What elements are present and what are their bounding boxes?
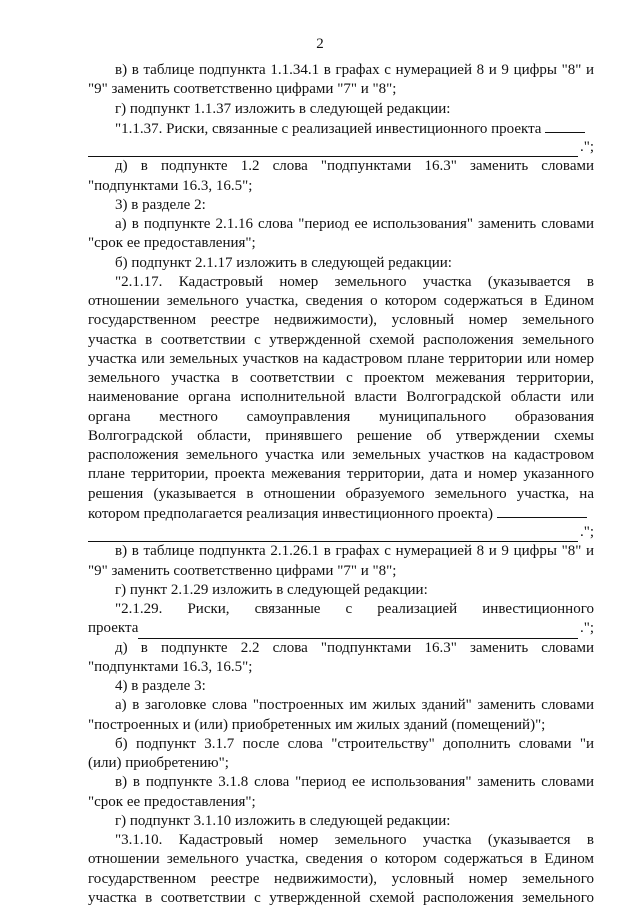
line-text: "построенных и (или) приобретенных им жилых зданий (помещений)"; (88, 716, 546, 733)
text-line (88, 80, 594, 99)
line-text: "2.1.29. Риски, связанные с реализацией инвестиционного (115, 601, 594, 617)
line-suffix: ."; (579, 524, 594, 540)
line-text: государственном реестре недвижимости), условный номер земельного (88, 870, 594, 887)
blank-rule (88, 143, 578, 157)
line-text: (или) приобретению"; (88, 755, 229, 771)
line-text: "подпунктами 16.3, 16.5"; (88, 658, 253, 675)
line-text: органа местного самоуправления муниципального образования (88, 408, 594, 425)
text-line (88, 311, 594, 330)
text-line (88, 61, 594, 80)
text-line (88, 485, 594, 504)
text-line (88, 773, 594, 792)
text-line (88, 754, 594, 773)
text-line (88, 350, 594, 369)
line-text: земельного участка в соответствии с проектом межевания территории, (88, 370, 594, 386)
line-text: отношении земельного участка, сведения о котором содержаться в Едином (88, 293, 594, 309)
text-line (88, 870, 594, 889)
text-line (88, 157, 594, 176)
blank-rule (88, 528, 578, 542)
line-text: государственном реестре недвижимости), условный номер земельного (88, 312, 594, 329)
text-line (88, 254, 594, 273)
text-line (88, 408, 594, 427)
line-text: участка в соответствии с утвержденной схемой расположения земельного (88, 889, 594, 906)
text-line (88, 292, 594, 311)
line-text: отношении земельного участка, сведения о котором содержаться в Едином (88, 851, 594, 868)
line-text: "срок ее предоставления"; (88, 793, 256, 810)
page-number: 2 (316, 36, 324, 52)
text-line (88, 619, 594, 638)
line-text: 3) в разделе 2: (115, 196, 206, 213)
text-line (88, 658, 594, 677)
line-text: 4) в разделе 3: (115, 678, 206, 694)
text-line (88, 831, 594, 850)
line-suffix: ."; (579, 620, 594, 637)
line-text: б) подпункт 2.1.17 изложить в следующей редакции: (115, 254, 452, 271)
document-body (88, 61, 594, 908)
text-line (88, 196, 594, 215)
blank-rule (497, 504, 587, 518)
text-line (88, 273, 594, 292)
text-line (88, 581, 594, 600)
line-text: "подпунктами 16.3, 16.5"; (88, 177, 253, 194)
line-text: "1.1.37. Риски, связанные с реализацией инвестиционного проекта (115, 120, 542, 137)
text-line (88, 465, 594, 484)
blank-rule (138, 625, 578, 639)
text-line (88, 542, 594, 561)
text-line (88, 234, 594, 253)
text-line (88, 331, 594, 350)
text-line (88, 600, 594, 619)
text-line (88, 793, 594, 812)
line-text: участка или земельных участков на кадастровом плане территории или номер (88, 350, 594, 367)
text-line (88, 696, 594, 715)
line-text: решения (указывается в отношении образуемого земельного участка, на (88, 485, 594, 502)
line-text: "9" заменить соответственно цифрами "7" и "8"; (88, 562, 397, 579)
text-line (88, 523, 594, 542)
text-line (88, 427, 594, 446)
blank-rule (545, 119, 585, 133)
line-text: б) подпункт 3.1.7 после слова "строительству" дополнить словами "и (115, 735, 594, 752)
line-text: д) в подпункте 1.2 слова "подпунктами 16.3" заменить словами (115, 158, 594, 175)
text-line (88, 735, 594, 754)
text-line (88, 716, 594, 735)
text-line (88, 369, 594, 388)
text-line (88, 850, 594, 869)
text-line (88, 388, 594, 407)
line-text: а) в подпункте 2.1.16 слова "период ее использования" заменить словами (115, 216, 594, 232)
line-text: "срок ее предоставления"; (88, 235, 256, 252)
line-text: наименование органа исполнительной власти Волгоградской области или (88, 389, 594, 406)
text-line (88, 677, 594, 696)
line-text: Волгоградской области, принявшего решение об утверждении схемы (88, 427, 594, 444)
line-text: г) подпункт 3.1.10 изложить в следующей редакции: (115, 812, 451, 829)
text-line (88, 562, 594, 581)
text-line (88, 504, 594, 523)
text-line (88, 639, 594, 658)
line-text: г) подпункт 1.1.37 изложить в следующей редакции: (115, 100, 451, 117)
line-text: в) в таблице подпункта 2.1.26.1 в графах с нумерацией 8 и 9 цифры "8" и (115, 543, 594, 560)
text-line (88, 138, 594, 157)
line-text: котором предполагается реализация инвестиционного проекта) (88, 505, 493, 522)
text-line (88, 889, 594, 908)
text-line (88, 100, 594, 119)
text-line (88, 446, 594, 465)
line-text: участка в соответствии с утвержденной схемой расположения земельного (88, 331, 594, 348)
text-line (88, 812, 594, 831)
line-text: проекта (88, 620, 139, 637)
text-line (88, 119, 594, 138)
line-text: а) в заголовке слова "построенных им жилых зданий" заменить словами (115, 697, 594, 714)
line-text: "2.1.17. Кадастровый номер земельного участка (указывается в (115, 273, 594, 290)
text-line (88, 215, 594, 234)
line-text: в) в подпункте 3.1.8 слова "период ее использования" заменить словами (115, 774, 594, 791)
line-text: расположения земельного участка или земельных участков на кадастровом (88, 447, 594, 463)
text-line (88, 177, 594, 196)
line-text: "3.1.10. Кадастровый номер земельного участка (указывается в (115, 832, 594, 848)
line-text: плане территории, проекта межевания территории, дата и номер указанного (88, 466, 594, 483)
line-text: "9" заменить соответственно цифрами "7" и "8"; (88, 81, 397, 98)
line-text: д) в подпункте 2.2 слова "подпунктами 16.3" заменить словами (115, 639, 594, 656)
line-suffix: ."; (579, 139, 594, 155)
line-text: в) в таблице подпункта 1.1.34.1 в графах с нумерацией 8 и 9 цифры "8" и (115, 62, 594, 78)
line-text: г) пункт 2.1.29 изложить в следующей редакции: (115, 581, 428, 598)
